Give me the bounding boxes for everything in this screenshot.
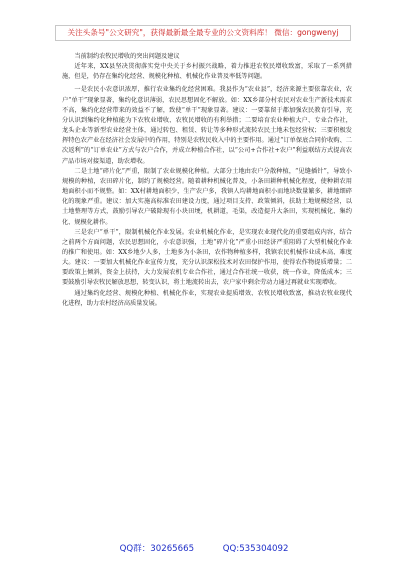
promo-banner: 关注头条号"公文研究"，获得最新最全最专业的公文资料库！ 微信：gongwenyj: [55, 25, 351, 41]
document-body: [62, 52, 352, 309]
paragraph-intro: 近年来，XX县坚决贯彻落实党中央关于乡村振兴战略，着力推进农牧民增收致富，采取了一系列措施，但是，仍存在集约化经营、规模化种植、机械化作业普及率低等问题。: [62, 63, 352, 81]
paragraph-2: 二是土地“碎片化”严重，限制了农业规模化种植。大部分土地由农户分散种植，“见缝插针”，导致小规模的种植，农田碎片化，制约了规模经营。随着耕种机械化普及，小条田耕种机械化程度，使种耕农用地面积小而不规整。如：XX村耕地面积少，生产农户多，我镇人均耕地面积小而地块数量繁多，耕地细碎化的现象严重。建议：加大实施高标准农田建设力度，通过项目支持、政策倾斜，扶助土地规模经营，以土地整理等方式，鼓励引导农户破除现有小块田埂，机耕道，毛渠，改造提升大条田，实现机械化、集约化、规模化耕作。: [62, 167, 352, 226]
footer-contact: [0, 542, 408, 554]
paragraph-3: 三是农户“单干”，限制机械化作业发展。农业机械化作业，是实现农业现代化的重要组成内容，结合之前两个方面问题，农民思想固化，小农意识强，土地“碎片化”严重小田经济严重阻碍了大型机械化作业的推广和使用。如：XX乡地少人多，土地多为小条田，农作物种植多样，我镇农民机械作业成本高、难度大。建议：一要加大机械化作业宣传力度，充分认识深松技术对农田保护作用，使得农作物提质增量；二要政策上倾斜，资金上扶持，大力发展农机专业合作社，通过合作社统一收获，统一作业，降低成本；三要鼓励引导农牧民解放思想，转变认识，将土地流转出去，农户家中剩余劳动力通过再就业实现增收。: [62, 228, 352, 287]
qq-number: QQ:535304092: [222, 544, 289, 554]
paragraph-conclusion: 通过集约化经营、规模化种植、机械化作业，实现农业提质增效、农牧民增收致富，推动农牧业现代化进程，助力农村经济高质量发展。: [62, 289, 352, 307]
document-title: 当前制约农牧民增收的突出问题及建议: [74, 53, 180, 60]
paragraph-1: 一是农民小农意识浓厚，推行农业集约化经营困难。我县作为“农业县”，经济来源主要依靠农业，农户“单干”现象显著，集约化意识薄弱，农民思想固化不解放。如：XX乡部分村农民对农业生产新技术需求不高，集约化经营带来的效益不了解，致使“单干”现象显著。建议：一要靠留于都加强农民教育引导，充分认识到集约化种植能为下农牧业增收、农牧民增收的有利举措；二要培育农业种植大户、专业合作社，龙头企业等新型农业经营主体，通过转包、租赁、转让等多种形式流转农民土地未包经营权；三要积极发挥特色农产业在经济社会发展中的作用，特别是农牧民收入中的主要作用。通过“订单保底合同价收购、二次返利”的“订单农业”方式与农户合作，并成立种植合作社，以“公司+合作社+农户”利益联结方式提高农产品市场对接渠道，助农增收。: [62, 86, 352, 165]
qq-group-number: QQ群：30265665: [119, 544, 195, 554]
